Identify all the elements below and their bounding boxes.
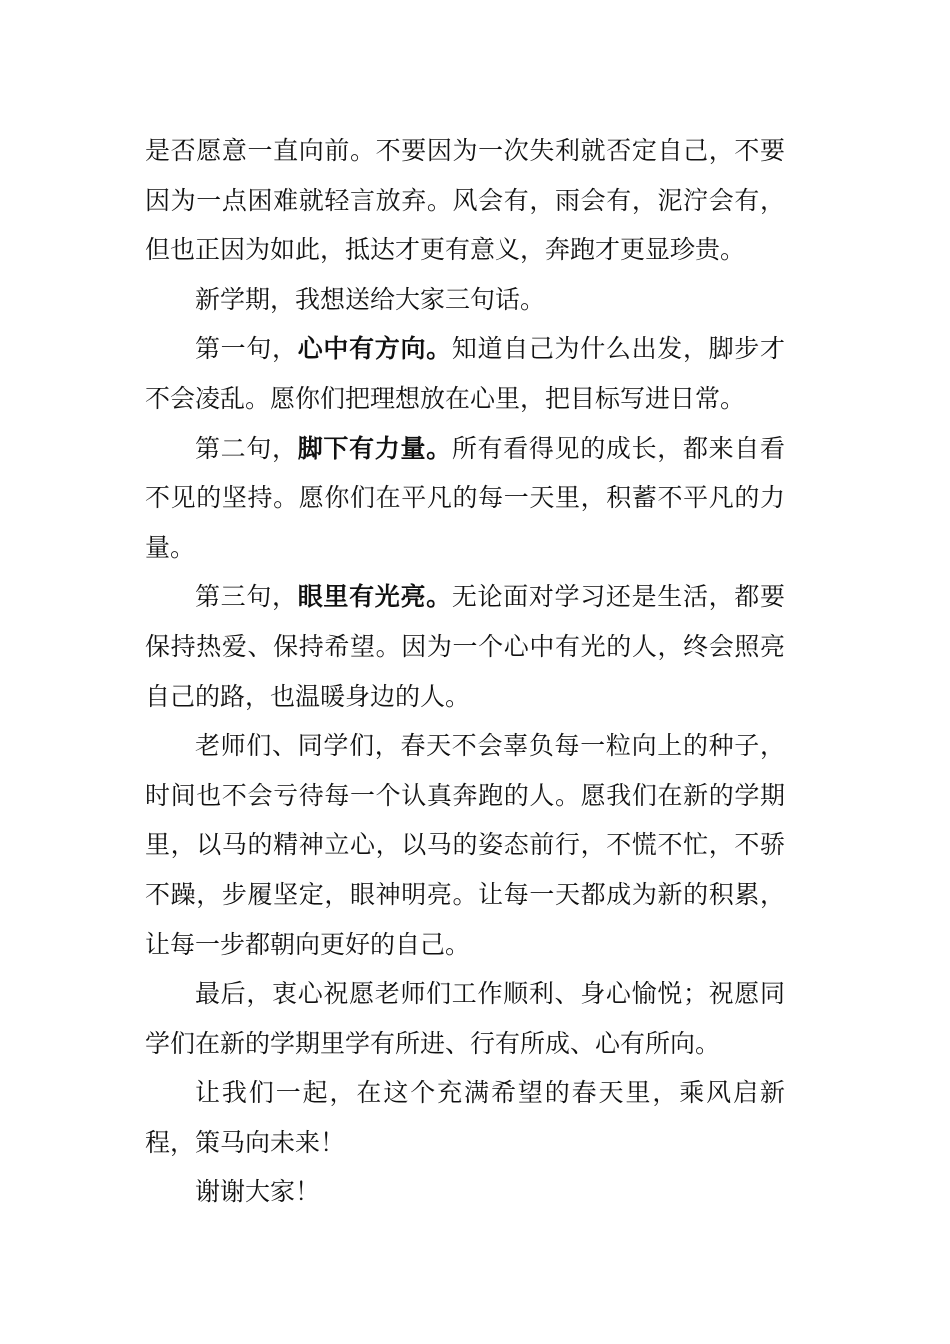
paragraph-first-sentence <box>145 324 785 423</box>
paragraph-text: 新学期，我想送给大家三句话。 <box>195 284 546 314</box>
paragraph-closing <box>145 1068 785 1167</box>
paragraph-text: 知道自己为什么出发，脚步才不会凌乱。愿你们把理想放在心里，把目标写进日常。 <box>145 334 785 413</box>
paragraph-intro <box>145 275 785 325</box>
paragraph-text: 是否愿意一直向前。不要因为一次失利就否定自己，不要因为一点困难就轻言放弃。风会有，雨会有，泥泞会有，但也正因为如此，抵达才更有意义，奔跑才更显珍贵。 <box>145 136 785 265</box>
paragraph-address <box>145 721 785 969</box>
paragraph-text: 所有看得见的成长，都来自看不见的坚持。愿你们在平凡的每一天里，积蓄不平凡的力量。 <box>145 433 785 562</box>
paragraph-wishes <box>145 969 785 1068</box>
paragraph-third-sentence <box>145 572 785 721</box>
paragraph-text: 最后，衷心祝愿老师们工作顺利、身心愉悦；祝愿同学们在新的学期里学有所进、行有所成、心有所向。 <box>145 979 785 1058</box>
paragraph-highlight: 脚下有力量。 <box>297 433 452 463</box>
paragraph-lead: 第一句， <box>195 334 298 364</box>
paragraph-highlight: 心中有方向。 <box>297 334 452 364</box>
paragraph-second-sentence <box>145 424 785 573</box>
paragraph-continuation <box>145 126 785 275</box>
paragraph-lead: 第二句， <box>195 433 298 463</box>
paragraph-text: 无论面对学习还是生活，都要保持热爱、保持希望。因为一个心中有光的人，终会照亮自己的路，也温暖身边的人。 <box>145 582 785 711</box>
paragraph-text: 谢谢大家！ <box>195 1177 321 1207</box>
document-body <box>145 126 785 1217</box>
paragraph-highlight: 眼里有光亮。 <box>297 582 452 612</box>
paragraph-text: 老师们、同学们，春天不会辜负每一粒向上的种子，时间也不会亏待每一个认真奔跑的人。愿我们在新的学期里，以马的精神立心，以马的姿态前行，不慌不忙，不骄不躁，步履坚定，眼神明亮。让每一天都成为新的积累，让每一步都朝向更好的自己。 <box>145 731 785 959</box>
paragraph-lead: 第三句， <box>195 582 298 612</box>
paragraph-text: 让我们一起，在这个充满希望的春天里，乘风启新程，策马向未来！ <box>145 1078 785 1157</box>
paragraph-thanks <box>145 1167 785 1217</box>
